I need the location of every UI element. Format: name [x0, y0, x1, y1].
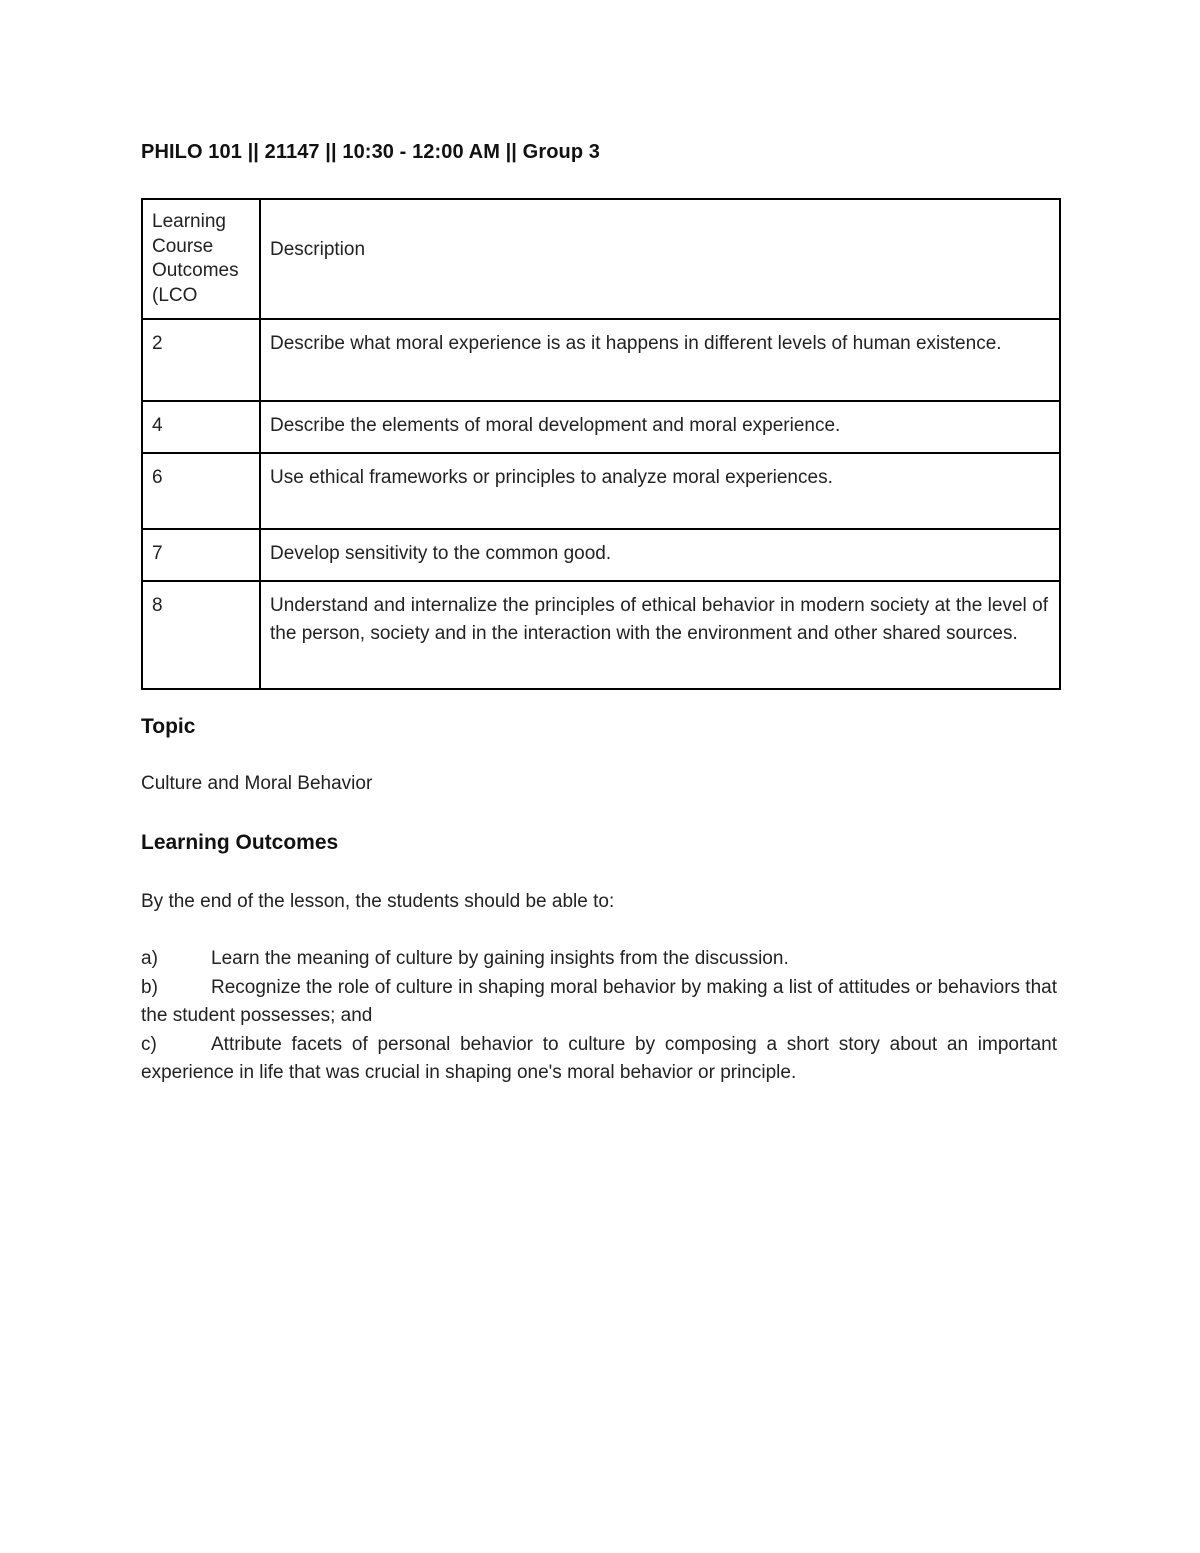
lco-description: Develop sensitivity to the common good. [260, 529, 1060, 581]
description-column-header: Description [260, 199, 1060, 319]
table-header-row [142, 199, 1060, 319]
topic-heading: Topic [141, 715, 196, 738]
lco-number: 2 [142, 319, 260, 401]
list-marker: b) [141, 976, 158, 998]
course-header: PHILO 101 || 21147 || 10:30 - 12:00 AM || Group 3 [141, 141, 601, 163]
table-row [142, 319, 1060, 401]
lco-description: Understand and internalize the principles of ethical behavior in modern society at the level of the person, society and in the interaction with the environment and other shared sources. [260, 581, 1060, 689]
list-item-text: Attribute facets of personal behavior to culture by composing a short story about an important experience in life that was crucial in shaping one's moral behavior or principle. [141, 1033, 1057, 1084]
lco-number: 8 [142, 581, 260, 689]
table-row [142, 529, 1060, 581]
lco-table [141, 198, 1061, 690]
list-item [141, 974, 1057, 1031]
table-row [142, 401, 1060, 453]
lco-column-header: Learning Course Outcomes (LCO [142, 199, 260, 319]
list-item [141, 945, 1057, 974]
learning-outcomes-heading: Learning Outcomes [141, 831, 339, 854]
lco-number: 6 [142, 453, 260, 529]
topic-text: Culture and Moral Behavior [141, 773, 373, 794]
lco-number: 7 [142, 529, 260, 581]
lco-number: 4 [142, 401, 260, 453]
list-item-text: Recognize the role of culture in shaping moral behavior by making a list of attitudes or behaviors that the student possesses; and [141, 976, 1057, 1027]
list-marker: a) [141, 948, 158, 969]
lco-description: Use ethical frameworks or principles to analyze moral experiences. [260, 453, 1060, 529]
table-row [142, 453, 1060, 529]
table-row [142, 581, 1060, 689]
list-item-text: Learn the meaning of culture by gaining insights from the discussion. [211, 948, 789, 969]
lco-description: Describe the elements of moral development and moral experience. [260, 401, 1060, 453]
list-marker: c) [141, 1033, 157, 1055]
learning-outcomes-intro: By the end of the lesson, the students should be able to: [141, 891, 615, 912]
list-item [141, 1031, 1057, 1088]
lco-description: Describe what moral experience is as it happens in different levels of human existence. [260, 319, 1060, 401]
learning-outcomes-list [141, 945, 1057, 1088]
